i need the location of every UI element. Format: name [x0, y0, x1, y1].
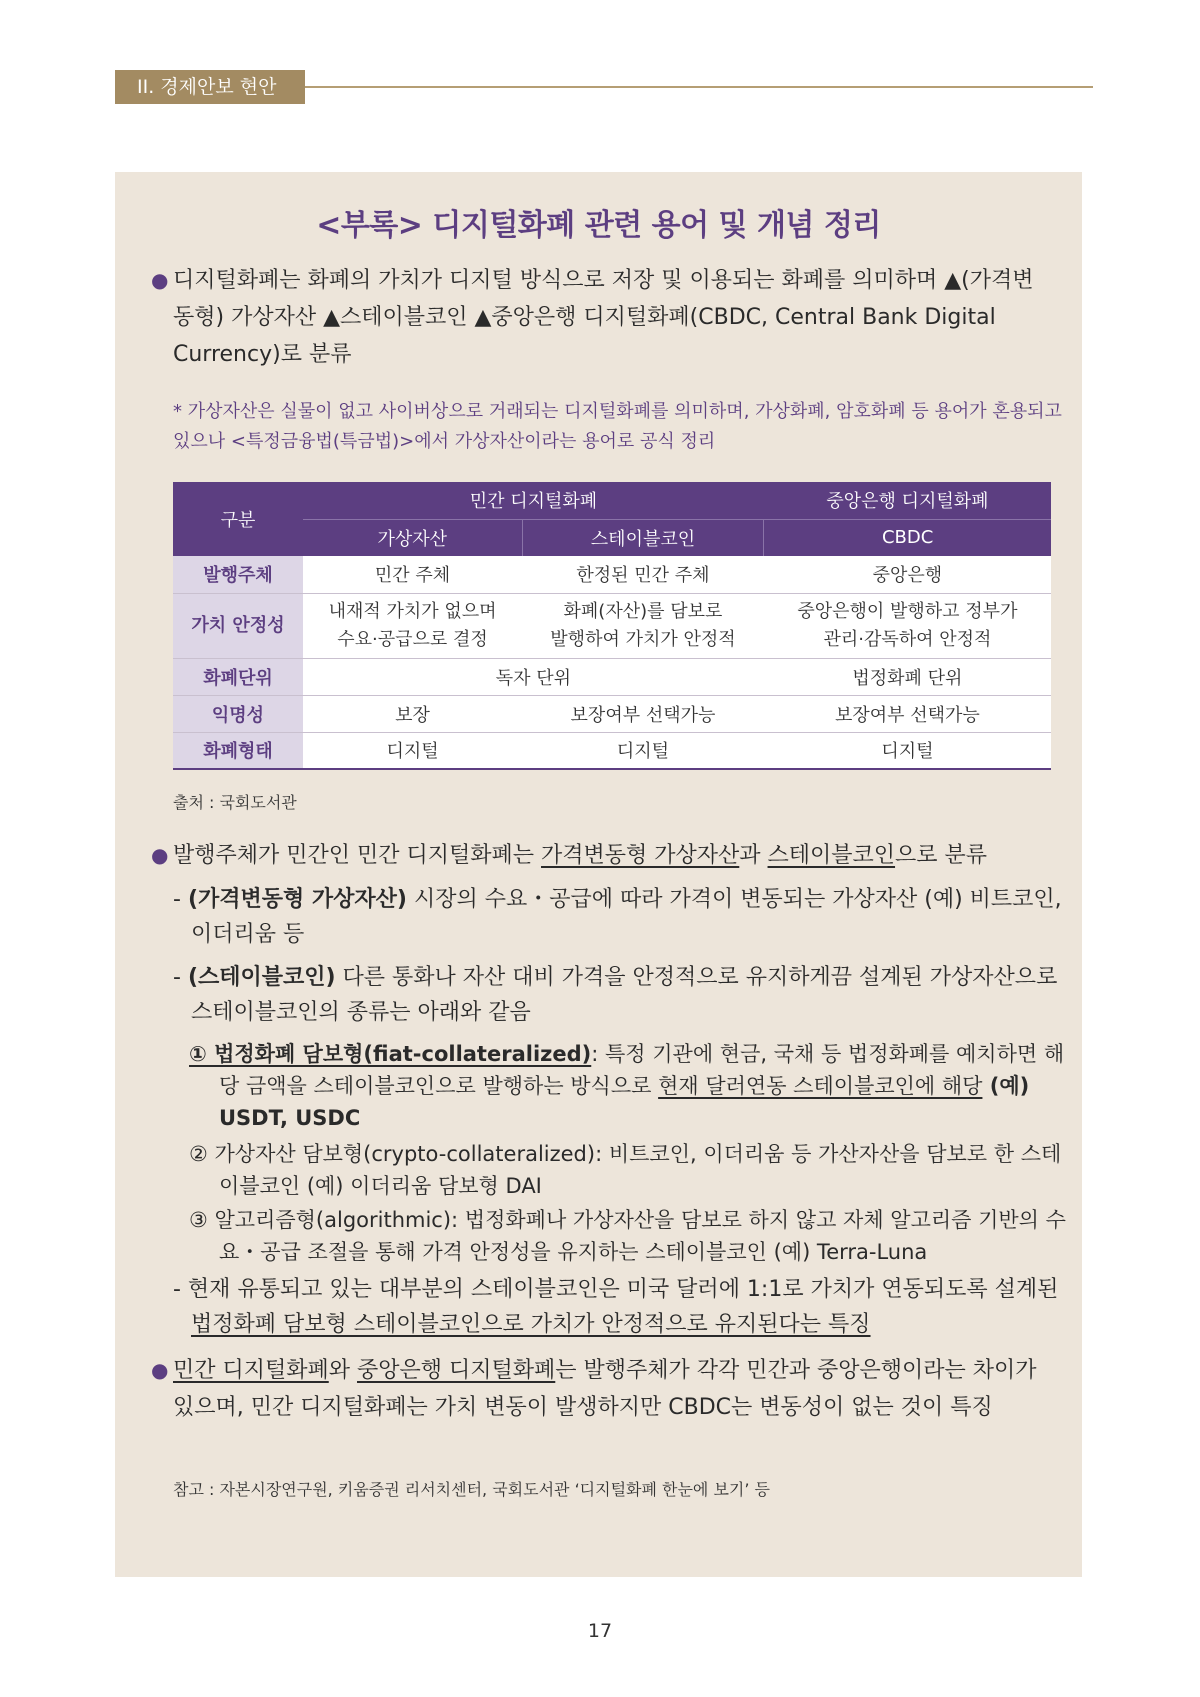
comparison-table: [173, 482, 1051, 770]
table-cell: 보장여부 선택가능: [764, 695, 1051, 732]
table-cell: 디지털: [522, 732, 764, 769]
col-stablecoin: 스테이블코인: [522, 519, 764, 556]
references: 참고 : 자본시장연구원, 키움증권 리서치센터, 국회도서관 ‘디지털화폐 한눈에 보기’ 등: [173, 1480, 771, 1499]
col-cbdc: CBDC: [764, 519, 1051, 556]
usd-peg-item: - 현재 유통되고 있는 대부분의 스테이블코인은 미국 달러에 1:1로 가치가 연동되도록 설계된 법정화폐 담보형 스테이블코인으로 가치가 안정적으로 유지된다는 특징: [173, 1277, 1059, 1337]
page-number: 17: [587, 1620, 613, 1642]
bullet-icon: ●: [151, 268, 169, 292]
col-virtual-asset: 가상자산: [303, 519, 522, 556]
crypto-collateralized-item: ② 가상자산 담보형(crypto-collateralized): 비트코인, 이더리움 등 가산자산을 담보로 한 스테이블코인 (예) 이더리움 담보형 DAI: [189, 1142, 1062, 1198]
table-cell: 디지털: [303, 732, 522, 769]
private-currency-paragraph: ● 발행주체가 민간인 민간 디지털화폐는 가격변동형 가상자산과 스테이블코인으로 분류: [151, 837, 1047, 874]
table-source: 출처 : 국회도서관: [173, 793, 297, 812]
bullet-icon: ●: [151, 843, 169, 867]
table-row: [173, 556, 1051, 593]
table-cell: 보장여부 선택가능: [522, 695, 764, 732]
row-label: 발행주체: [173, 556, 303, 593]
table-cell: 내재적 가치가 없으며 수요·공급으로 결정: [303, 593, 522, 658]
table-row: [173, 732, 1051, 769]
table-cell: 화폐(자산)를 담보로 발행하여 가치가 안정적: [522, 593, 764, 658]
bullet-icon: ●: [151, 1358, 169, 1382]
appendix-box: [115, 172, 1082, 1577]
row-label: 익명성: [173, 695, 303, 732]
row-label: 가치 안정성: [173, 593, 303, 658]
table-cell: 중앙은행이 발행하고 정부가 관리·감독하여 안정적: [764, 593, 1051, 658]
table-cell: 법정화폐 단위: [764, 658, 1051, 695]
group-central: 중앙은행 디지털화폐: [764, 482, 1051, 519]
table-cell: 디지털: [764, 732, 1051, 769]
stablecoin-item: - (스테이블코인) 다른 통화나 자산 대비 가격을 안정적으로 유지하게끔 설계된 가상자산으로 스테이블코인의 종류는 아래와 같음: [173, 965, 1058, 1025]
section-tag: II. 경제안보 현안: [115, 70, 305, 104]
header-divider: [305, 86, 1093, 88]
table-row: [173, 593, 1051, 658]
comparison-summary-paragraph: ● 민간 디지털화폐와 중앙은행 디지털화폐는 발행주체가 각각 민간과 중앙은행이라는 차이가 있으며, 민간 디지털화폐는 가치 변동이 발생하지만 CBDC는 변동성이 없는 것이 특징: [151, 1352, 1047, 1426]
table-cell: 민간 주체: [303, 556, 522, 593]
row-label: 화폐단위: [173, 658, 303, 695]
table-row: [173, 658, 1051, 695]
table-cell: 한정된 민간 주체: [522, 556, 764, 593]
table-cell: 중앙은행: [764, 556, 1051, 593]
table-cell: 독자 단위: [303, 658, 764, 695]
table-cell: 보장: [303, 695, 522, 732]
intro-paragraph: [151, 262, 1047, 373]
group-private: 민간 디지털화폐: [303, 482, 764, 519]
fiat-collateralized-item: ① 법정화폐 담보형(fiat-collateralized): 특정 기관에 현금, 국채 등 법정화폐를 예치하면 해당 금액을 스테이블코인으로 발행하는 방식으로 현재 달러연동 스테이블코인에 해당 (예) USDT, USDC: [189, 1042, 1065, 1130]
row-label: 화폐형태: [173, 732, 303, 769]
table-row: [173, 695, 1051, 732]
virtual-asset-item: - (가격변동형 가상자산) 시장의 수요・공급에 따라 가격이 변동되는 가상자산 (예) 비트코인, 이더리움 등: [173, 887, 1062, 947]
intro-text: 디지털화폐는 화폐의 가치가 디지털 방식으로 저장 및 이용되는 화폐를 의미하며 ▲(가격변동형) 가상자산 ▲스테이블코인 ▲중앙은행 디지털화폐(CBDC, Central Bank Digital Currency)로 분류: [173, 268, 1034, 367]
appendix-title: <부록> 디지털화폐 관련 용어 및 개념 정리: [316, 208, 881, 243]
table-corner: 구분: [173, 482, 303, 556]
footnote: * 가상자산은 실물이 없고 사이버상으로 거래되는 디지털화폐를 의미하며, 가상화폐, 암호화폐 등 용어가 혼용되고 있으나 <특정금융법(특금법)>에서 가상자산이라는 용어로 공식 정리: [173, 401, 1062, 452]
algorithmic-item: ③ 알고리즘형(algorithmic): 법정화폐나 가상자산을 담보로 하지 않고 자체 알고리즘 기반의 수요・공급 조절을 통해 가격 안정성을 유지하는 스테이블코인 (예) Terra-Luna: [189, 1208, 1066, 1264]
